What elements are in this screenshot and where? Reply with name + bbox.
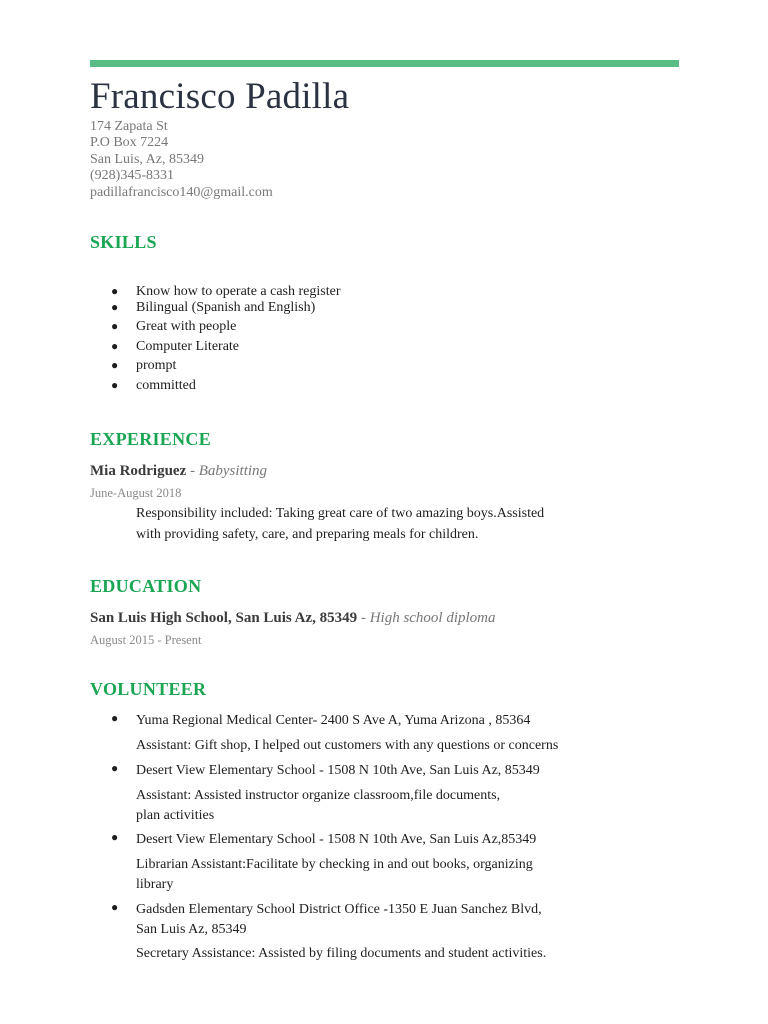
skill-text: prompt <box>136 358 177 373</box>
job-role: Babysitting <box>198 463 268 479</box>
skill-text: Know how to operate a cash register <box>136 284 341 299</box>
phone-number: (928)345-8331 <box>90 168 174 184</box>
experience-dates: June-August 2018 <box>90 486 182 500</box>
skill-item <box>111 300 340 319</box>
volunteer-place: Gadsden Elementary School District Office -1350 E Juan Sanchez Blvd, San Luis Az, 85349 <box>136 902 542 937</box>
employer-name: Mia Rodriguez <box>90 463 187 479</box>
education-heading: EDUCATION <box>90 576 202 596</box>
skill-item <box>111 358 340 378</box>
bullet-dot-icon: ● <box>111 300 119 314</box>
bullet-dot-icon: ● <box>111 339 119 353</box>
skill-text: committed <box>136 378 196 393</box>
skill-text: Great with people <box>136 319 237 334</box>
skill-text: Computer Literate <box>136 339 240 354</box>
email-address: padillafrancisco140@gmail.com <box>90 184 273 200</box>
skill-item <box>111 378 340 398</box>
bullet-dot-icon: ● <box>111 378 119 392</box>
bullet-dot-icon: ● <box>111 711 119 725</box>
skill-item <box>111 319 340 339</box>
title-separator: - <box>186 463 199 479</box>
skills-heading: SKILLS <box>90 232 157 252</box>
address-line-3: San Luis, Az, 85349 <box>90 151 204 167</box>
experience-entry-title <box>90 463 267 480</box>
volunteer-heading: VOLUNTEER <box>90 679 207 699</box>
skill-text: Bilingual (Spanish and English) <box>136 300 316 315</box>
address-line-1: 174 Zapata St <box>90 119 168 134</box>
title-separator: - <box>357 610 370 626</box>
volunteer-role: Librarian Assistant:Facilitate by checking in and out books, organizing library <box>136 857 533 892</box>
bullet-dot-icon: ● <box>111 761 119 775</box>
contact-block <box>90 119 273 201</box>
volunteer-place: Desert View Elementary School - 1508 N 10th Ave, San Luis Az,85349 <box>136 832 537 847</box>
bullet-dot-icon: ● <box>111 358 119 372</box>
bullet-dot-icon: ● <box>111 284 119 298</box>
education-entry-title <box>90 610 496 627</box>
bullet-dot-icon: ● <box>111 319 119 333</box>
volunteer-role: Assistant: Assisted instructor organize classroom,file documents, plan activities <box>136 788 501 823</box>
bullet-dot-icon: ● <box>111 900 119 914</box>
applicant-name: Francisco Padilla <box>90 76 350 117</box>
volunteer-role: Secretary Assistance: Assisted by filing documents and student activities. <box>136 946 547 961</box>
skill-item <box>111 339 340 358</box>
skills-list <box>111 284 340 398</box>
degree-name: High school diploma <box>369 610 496 626</box>
experience-description: Responsibility included: Taking great care of two amazing boys.Assisted with providing safety, care, and preparing meals for children. <box>136 506 545 542</box>
address-line-2: P.O Box 7224 <box>90 135 169 151</box>
accent-bar <box>90 60 679 67</box>
volunteer-role: Assistant: Gift shop, I helped out customers with any questions or concerns <box>136 738 559 753</box>
volunteer-place: Yuma Regional Medical Center- 2400 S Ave A, Yuma Arizona , 85364 <box>136 713 531 728</box>
skill-item <box>111 284 340 300</box>
volunteer-place: Desert View Elementary School - 1508 N 10th Ave, San Luis Az, 85349 <box>136 763 540 778</box>
education-dates: August 2015 - Present <box>90 633 202 647</box>
bullet-dot-icon: ● <box>111 830 119 844</box>
experience-heading: EXPERIENCE <box>90 429 212 449</box>
school-name: San Luis High School, San Luis Az, 85349 <box>90 610 358 626</box>
